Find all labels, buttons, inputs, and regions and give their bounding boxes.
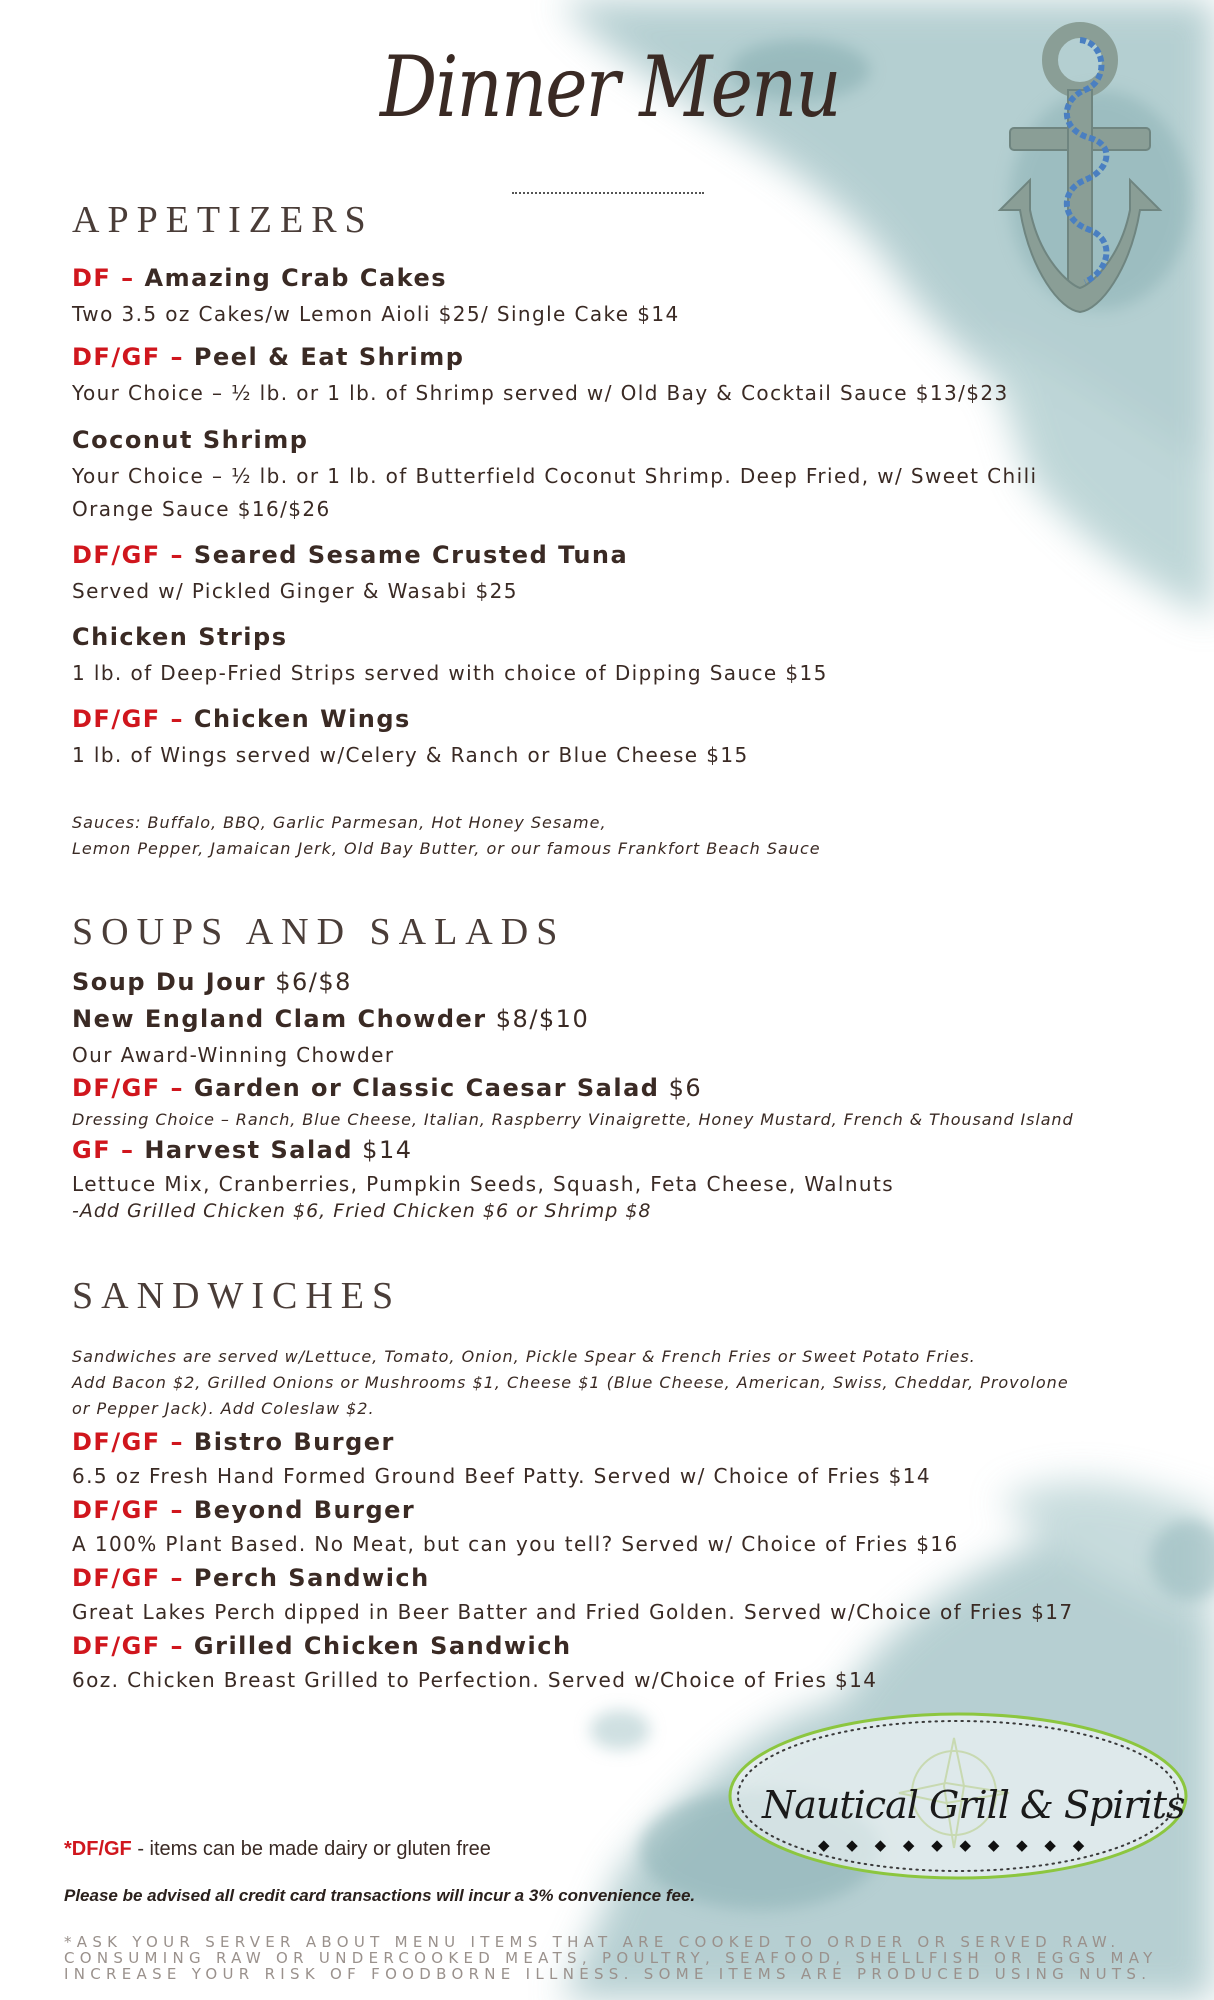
item-name: Amazing Crab Cakes: [144, 264, 448, 292]
sandwich-note: Sandwiches are served w/Lettuce, Tomato, Onion, Pickle Spear & French Fries or Sweet Potato Fries.: [72, 1347, 976, 1366]
item-name: Perch Sandwich: [193, 1564, 430, 1592]
diet-tag: DF/GF: [72, 541, 161, 569]
sauces-note: Sauces: Buffalo, BBQ, Garlic Parmesan, Hot Honey Sesame,: [72, 813, 607, 832]
diet-tag: DF/GF: [72, 1564, 161, 1592]
menu-item-title: [72, 343, 464, 371]
item-name: New England Clam Chowder: [72, 1005, 487, 1033]
menu-item-title: [72, 1496, 415, 1524]
menu-item-title: [72, 264, 447, 292]
item-name: Coconut Shrimp: [72, 426, 309, 454]
item-name: Peel & Eat Shrimp: [193, 343, 465, 371]
item-name: Beyond Burger: [193, 1496, 416, 1524]
menu-item-title: [72, 1632, 572, 1660]
item-name: Bistro Burger: [193, 1428, 395, 1456]
menu-item-title: [72, 623, 287, 651]
tag-separator: –: [160, 1428, 194, 1456]
item-description: Our Award-Winning Chowder: [72, 1043, 395, 1067]
item-description: Served w/ Pickled Ginger & Wasabi $25: [72, 579, 518, 603]
section-heading-appetizers: APPETIZERS: [72, 199, 374, 241]
menu-item-title: [72, 1074, 702, 1102]
tag-separator: –: [111, 1136, 145, 1164]
diet-tag: DF: [72, 264, 112, 292]
diet-tag: DF/GF: [72, 1074, 161, 1102]
dietary-footnote: [64, 1838, 491, 1861]
item-price: $6/$8: [266, 968, 352, 996]
footnote-tag: *DF/GF: [64, 1838, 132, 1860]
item-name: Harvest Salad: [144, 1136, 354, 1164]
dressing-note: Dressing Choice – Ranch, Blue Cheese, Italian, Raspberry Vinaigrette, Honey Mustard, French & Thousand Island: [72, 1110, 1074, 1129]
menu-item-title: [72, 968, 352, 996]
title-divider: [512, 192, 704, 194]
item-description: A 100% Plant Based. No Meat, but can you tell? Served w/ Choice of Fries $16: [72, 1532, 959, 1556]
item-name: Soup Du Jour: [72, 968, 267, 996]
tag-separator: –: [111, 264, 145, 292]
item-price: $6: [659, 1074, 703, 1102]
item-name: Chicken Wings: [193, 705, 411, 733]
diet-tag: GF: [72, 1136, 112, 1164]
item-name: Grilled Chicken Sandwich: [193, 1632, 572, 1660]
item-price: $8/$10: [486, 1005, 590, 1033]
tag-separator: –: [160, 1564, 194, 1592]
fee-notice: Please be advised all credit card transactions will incur a 3% convenience fee.: [64, 1886, 696, 1905]
tag-separator: –: [160, 705, 194, 733]
item-price: $14: [353, 1136, 413, 1164]
menu-item-title: [72, 1005, 589, 1033]
tag-separator: –: [160, 541, 194, 569]
raw-food-disclaimer-line3: INCREASE YOUR RISK OF FOODBORNE ILLNESS. SOME ITEMS ARE PRODUCED USING NUTS.: [64, 1965, 1152, 1983]
item-description: Great Lakes Perch dipped in Beer Batter and Fried Golden. Served w/Choice of Fries $17: [72, 1600, 1074, 1624]
diet-tag: DF/GF: [72, 1496, 161, 1524]
section-heading-soups-salads: SOUPS AND SALADS: [72, 911, 566, 953]
raw-food-disclaimer: *ASK YOUR SERVER ABOUT MENU ITEMS THAT ARE COOKED TO ORDER OR SERVED RAW.: [64, 1933, 1121, 1951]
item-description: Your Choice – ½ lb. or 1 lb. of Butterfield Coconut Shrimp. Deep Fried, w/ Sweet Chili: [72, 464, 1038, 488]
menu-item-title: [72, 705, 411, 733]
diet-tag: DF/GF: [72, 705, 161, 733]
diet-tag: DF/GF: [72, 1428, 161, 1456]
diet-tag: DF/GF: [72, 1632, 161, 1660]
sandwich-note-addons: Add Bacon $2, Grilled Onions or Mushrooms $1, Cheese $1 (Blue Cheese, American, Swiss, Cheddar, Provolone: [72, 1373, 1069, 1392]
menu-item-title: [72, 1136, 412, 1164]
menu-item-title: [72, 541, 628, 569]
tag-separator: –: [160, 343, 194, 371]
item-description: Two 3.5 oz Cakes/w Lemon Aioli $25/ Single Cake $14: [72, 302, 680, 326]
item-description-continued: Orange Sauce $16/$26: [72, 497, 331, 521]
anchor-icon: [990, 20, 1210, 320]
logo-dots: ◆ ◆ ◆ ◆ ◆ ◆ ◆ ◆ ◆ ◆: [818, 1836, 1091, 1854]
footnote-text: - items can be made dairy or gluten free: [131, 1838, 491, 1860]
item-name: Garden or Classic Caesar Salad: [193, 1074, 660, 1102]
item-description: Your Choice – ½ lb. or 1 lb. of Shrimp served w/ Old Bay & Cocktail Sauce $13/$23: [72, 381, 1009, 405]
diet-tag: DF/GF: [72, 343, 161, 371]
sauces-note-continued: Lemon Pepper, Jamaican Jerk, Old Bay Butter, or our famous Frankfort Beach Sauce: [72, 839, 821, 858]
menu-item-title: [72, 426, 308, 454]
item-description: 1 lb. of Wings served w/Celery & Ranch or Blue Cheese $15: [72, 743, 749, 767]
item-description: 1 lb. of Deep-Fried Strips served with choice of Dipping Sauce $15: [72, 661, 828, 685]
menu-item-title: [72, 1564, 430, 1592]
logo-text: Nautical Grill & Spirits: [762, 1783, 1185, 1827]
tag-separator: –: [160, 1074, 194, 1102]
raw-food-disclaimer-line2: CONSUMING RAW OR UNDERCOOKED MEATS, POULTRY, SEAFOOD, SHELLFISH OR EGGS MAY: [64, 1949, 1158, 1967]
item-description: 6.5 oz Fresh Hand Formed Ground Beef Patty. Served w/ Choice of Fries $14: [72, 1464, 931, 1488]
section-heading-sandwiches: SANDWICHES: [72, 1275, 402, 1317]
tag-separator: –: [160, 1496, 194, 1524]
page-title: Dinner Menu: [380, 38, 840, 136]
menu-item-title: [72, 1428, 395, 1456]
item-name: Chicken Strips: [72, 623, 288, 651]
item-description: Lettuce Mix, Cranberries, Pumpkin Seeds, Squash, Feta Cheese, Walnuts: [72, 1172, 895, 1196]
tag-separator: –: [160, 1632, 194, 1660]
item-name: Seared Sesame Crusted Tuna: [193, 541, 629, 569]
item-description: 6oz. Chicken Breast Grilled to Perfection. Served w/Choice of Fries $14: [72, 1668, 878, 1692]
addon-note: -Add Grilled Chicken $6, Fried Chicken $6 or Shrimp $8: [72, 1200, 652, 1222]
sandwich-note-addons-continued: or Pepper Jack). Add Coleslaw $2.: [72, 1399, 375, 1418]
